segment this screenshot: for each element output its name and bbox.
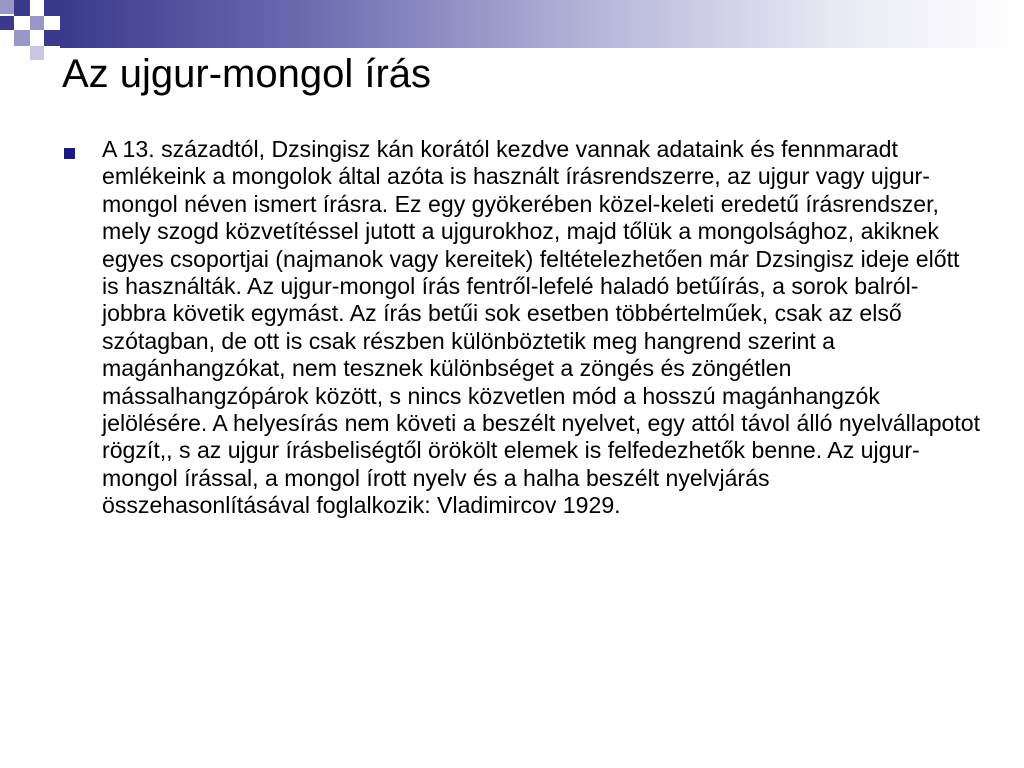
decorative-square (14, 30, 30, 46)
header-gradient-band (60, 0, 1024, 48)
bullet-text: A 13. századtól, Dzsingisz kán korától kezdve vannak adataink és fennmaradt emlékeink a mongolok által azóta is használt írásrendszerre, az ujgur vagy ujgur-mongol néven ismert írásra. Ez egy gyökerében közel-keleti eredetű írásrendszer, mely szogd közvetítéssel jutott a ujgurokhoz, majd tőlük a mongolsághoz, akiknek egyes csoportjai (najmanok vagy kereitek) feltételezhetően már Dzsingisz ideje előtt is használták. Az ujgur-mongol írás fentről-lefelé haladó betűírás, a sorok balról-jobbra követik egymást. Az írás betűi sok esetben többértelműek, csak az első szótagban, de ott is csak részben különböztetik meg hangrend szerint a magánhangzókat, nem tesznek különbséget a zöngés és zöngétlen mássalhangzópárok között, s nincs közvetlen mód a hosszú magánhangzók jelölésére. A helyesírás nem követi a beszélt nyelvet, egy attól távol álló nyelvállapotot rögzít,, s az ujgur írásbeliségtől örökölt elemek is felfedezhetők benne. Az ujgur-mongol írással, a mongol írott nyelv és a halha beszélt nyelvjárás összehasonlításával foglalkozik: Vladimircov 1929. (102, 136, 981, 519)
decorative-square (44, 0, 60, 16)
decorative-square (0, 16, 14, 30)
decorative-square (44, 30, 60, 46)
slide-body (62, 136, 982, 520)
decorative-square (30, 16, 44, 30)
slide-title: Az ujgur-mongol írás (62, 52, 432, 96)
decorative-square (14, 0, 30, 16)
square-bullet-icon (64, 148, 75, 159)
decorative-square (30, 46, 44, 60)
decorative-square (0, 0, 14, 14)
bullet-item (62, 136, 982, 520)
